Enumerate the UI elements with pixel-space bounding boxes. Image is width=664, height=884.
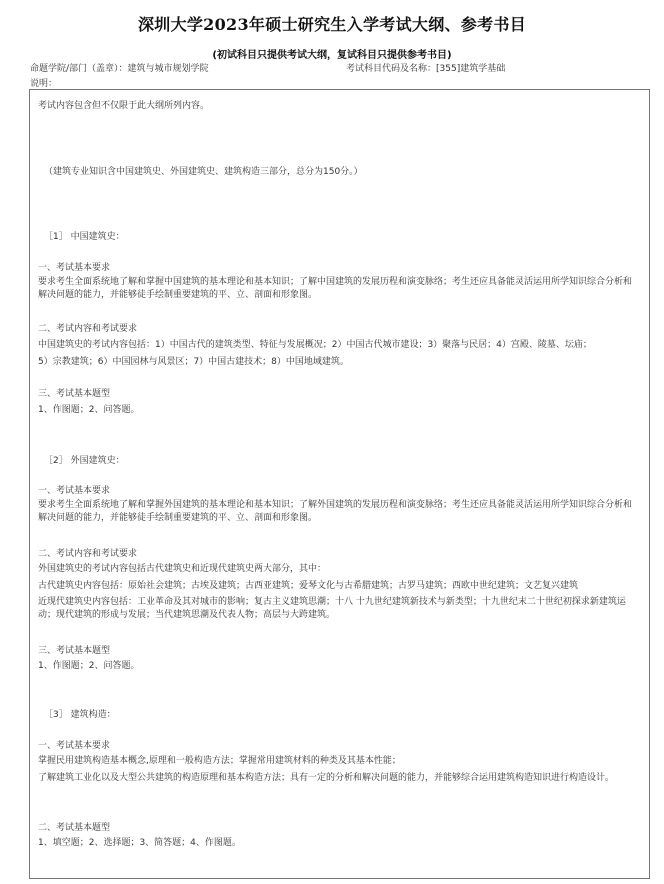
section-1-type-text: 1、作图题；2、问答题。 [38, 405, 140, 415]
note-label: 说明： [30, 79, 58, 89]
section-2-req-text: 要求考生全面系统地了解和掌握外国建筑的基本理论和基本知识；了解外国建筑的发展历程和演变脉络；考生还应具备能灵活运用所学知识综合分析和解决问题的能力，并能够徒手绘制重要建筑的平、立、剖面和形象图。 [38, 500, 633, 523]
section-1-content-line-1: 中国建筑史的考试内容包括：1）中国古代的建筑类型、特征与发展概况；2）中国古代城市建设；3）聚落与民居；4）宫殿、陵墓、坛庙； [38, 340, 592, 350]
section-2-content-heading: 二、考试内容和考试要求 [38, 549, 138, 559]
section-2-req-heading: 一、考试基本要求 [38, 486, 111, 496]
section-2-content-line-2: 古代建筑史内容包括：原始社会建筑；古埃及建筑；古西亚建筑；爱琴文化与古希腊建筑；古罗马建筑；西欧中世纪建筑；文艺复兴建筑 [38, 581, 579, 591]
section-2-content-line-3: 近现代建筑史内容包括：工业革命及其对城市的影响；复古主义建筑思潮；十八 十九世纪建筑新技术与新类型；十九世纪末二十世纪初探求新建筑运动；现代建筑的形成与发展；当代建筑思潮及代表人物；高层与大跨建筑。 [38, 597, 626, 620]
section-2-content-line-1: 外国建筑史的考试内容包括古代建筑史和近现代建筑史两大部分，其中： [38, 564, 327, 574]
section-1-type-heading: 三、考试基本题型 [38, 389, 111, 399]
department-label: 命题学院/部门（盖章）：建筑与城市规划学院 [30, 64, 209, 74]
section-1-title: ［1］ 中国建筑史： [44, 232, 125, 242]
section-1-req-heading: 一、考试基本要求 [38, 263, 111, 273]
page-title: 深圳大学2023年硕士研究生入学考试大纲、参考书目 [137, 15, 527, 34]
page-subtitle: (初试科目只提供考试大纲，复试科目只提供参考书目) [212, 50, 452, 61]
section-3-title: ［3］ 建筑构造： [44, 710, 116, 720]
section-3-type-heading: 二、考试基本题型 [38, 823, 111, 833]
section-2-type-text: 1、作图题；2、问答题。 [38, 661, 140, 671]
section-3-req-heading: 一、考试基本要求 [38, 741, 111, 751]
section-1-content-line-2: 5）宗教建筑；6）中国园林与风景区；7）中国古建技术；8）中国地域建筑。 [38, 357, 349, 367]
section-3-type-text: 1、填空题；2、选择题；3、简答题；4、作图题。 [38, 838, 241, 848]
section-2-type-heading: 三、考试基本题型 [38, 646, 111, 656]
intro-text: 考试内容包含但不仅限于此大纲所列内容。 [38, 101, 210, 111]
section-1-req-text: 要求考生全面系统地了解和掌握中国建筑的基本理论和基本知识；了解中国建筑的发展历程和演变脉络；考生还应具备能灵活运用所学知识综合分析和解决问题的能力，并能够徒手绘制重要建筑的平、立、剖面和形象图。 [38, 277, 633, 300]
section-1-content-heading: 二、考试内容和考试要求 [38, 324, 138, 334]
section-3-req-line-2: 了解建筑工业化以及大型公共建筑的构造原理和基本构造方法；具有一定的分析和解决问题的能力，并能够综合运用建筑构造知识进行构造设计。 [38, 773, 615, 783]
section-3-req-line-1: 掌握民用建筑构造基本概念,原理和一般构造方法；掌握常用建筑材料的种类及其基本性能； [38, 756, 401, 766]
subject-label: 考试科目代码及名称：[355]建筑学基础 [346, 64, 506, 74]
overview-text: （建筑专业知识含中国建筑史、外国建筑史、建筑构造三部分，总分为150分。） [44, 167, 363, 177]
section-2-title: ［2］ 外国建筑史： [44, 456, 125, 466]
